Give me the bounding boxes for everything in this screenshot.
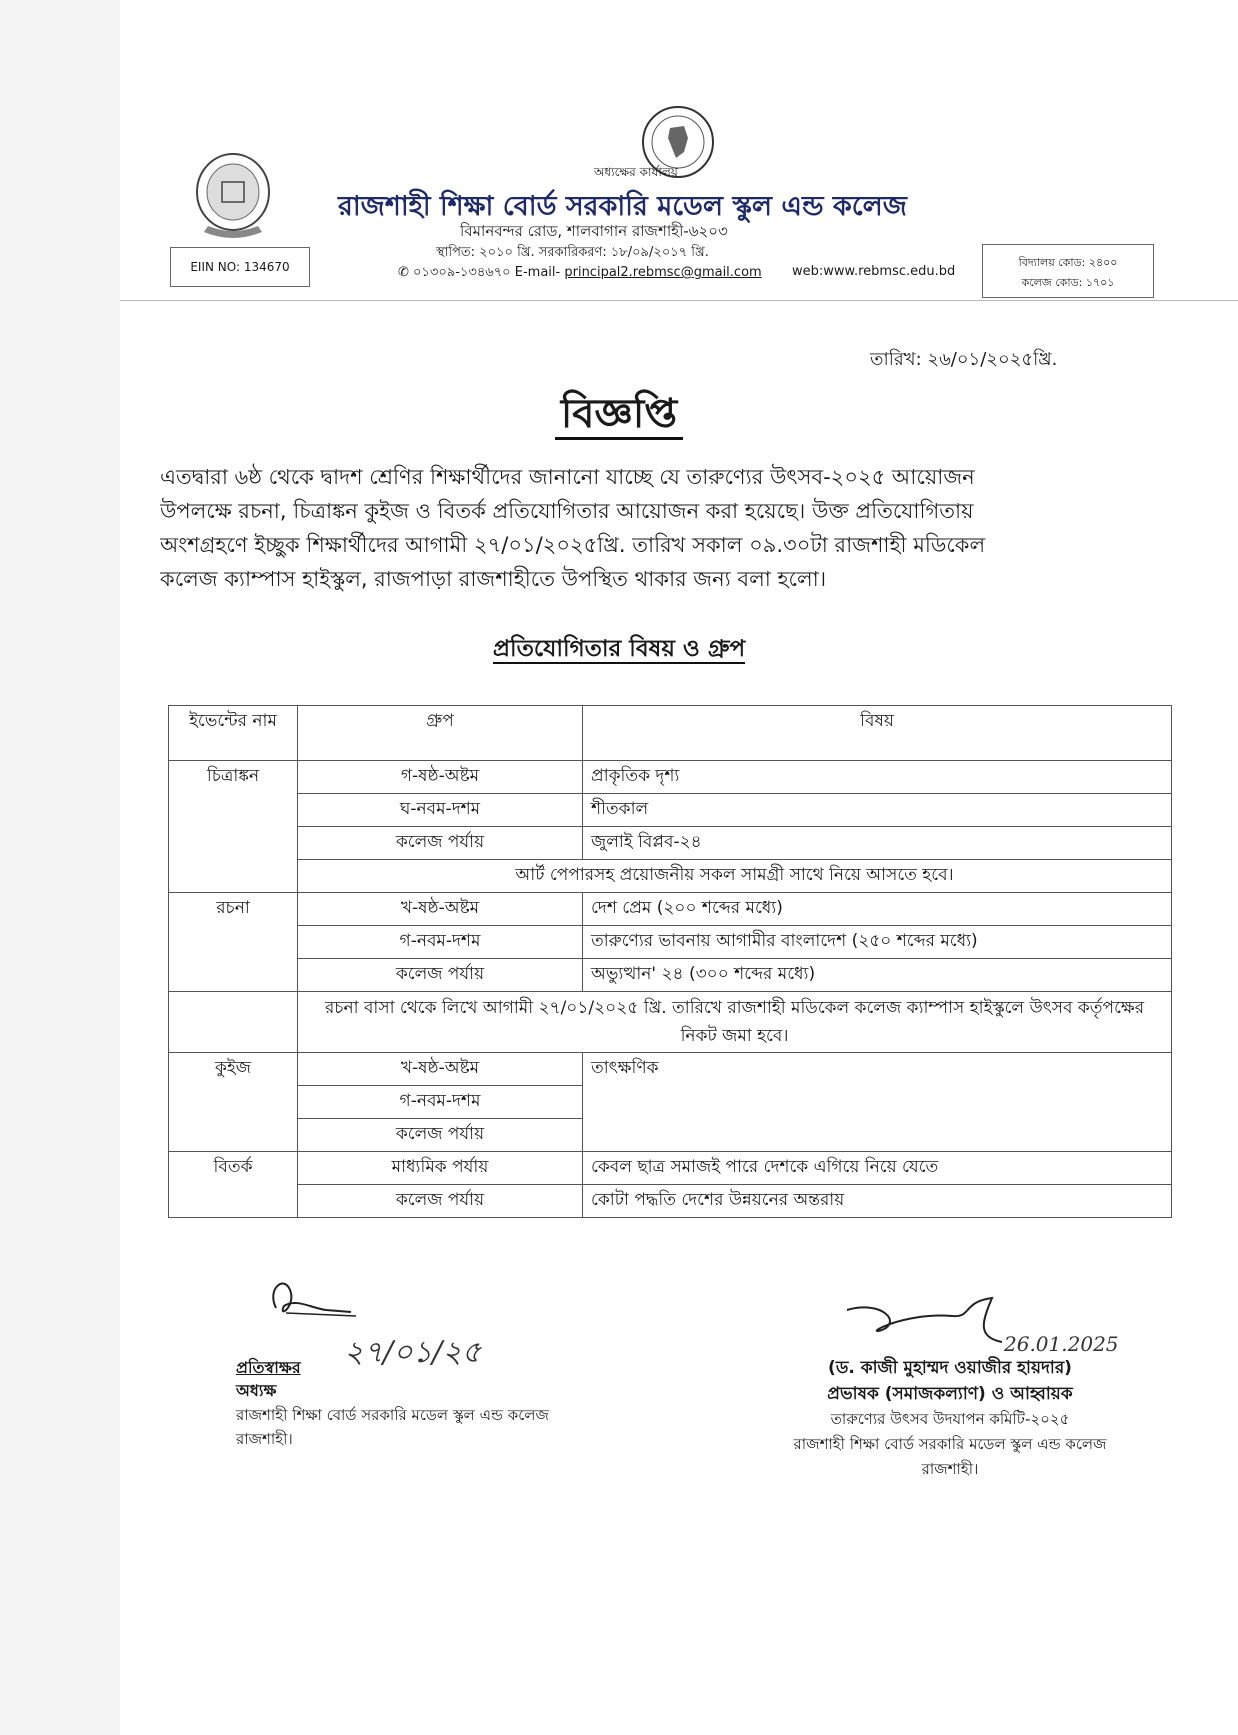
- school-crest-icon: [192, 148, 274, 246]
- table-row: [169, 794, 1172, 827]
- topic-cell: তাৎক্ষণিক: [583, 1053, 1172, 1152]
- table-row: [169, 761, 1172, 794]
- empty-cell: [169, 992, 298, 1053]
- event-quiz: কুইজ: [169, 1053, 298, 1152]
- eiin-box: [170, 247, 310, 287]
- convener-institution: রাজশাহী শিক্ষা বোর্ড সরকারি মডেল স্কুল এন্ড কলেজ: [793, 1435, 1107, 1453]
- body-line: এতদ্বারা ৬ষ্ঠ থেকে দ্বাদশ শ্রেণির শিক্ষার্থীদের জানানো যাচ্ছে যে তারুণ্যের উৎসব-২০২৫ আয়োজন: [160, 465, 975, 489]
- essay-note: রচনা বাসা থেকে লিখে আগামী ২৭/০১/২০২৫ খ্রি. তারিখে রাজশাহী মডিকেল কলেজ ক্যাম্পাস হাইস্কুলে উৎসব কর্তৃপক্ষের নিকট জমা হবে।: [298, 992, 1172, 1053]
- table-row: [169, 827, 1172, 860]
- school-address: বিমানবন্দর রোড, শালবাগান রাজশাহী-৬২০৩: [460, 222, 728, 240]
- group-cell: কলেজ পর্যায়: [298, 959, 583, 992]
- group-cell: ঘ-নবম-দশম: [298, 794, 583, 827]
- convener-name: (ড. কাজী মুহাম্মদ ওয়াজীর হায়দার): [828, 1358, 1072, 1378]
- notice-date: তারিখ: ২৬/০১/২০২৫খ্রি.: [870, 349, 1058, 370]
- principal-designation: অধ্যক্ষ: [236, 1381, 277, 1400]
- competition-table: [168, 705, 1172, 1218]
- established-info: স্থাপিত: ২০১০ খ্রি. সরকারিকরণ: ১৮/০৯/২০১৭ খ্রি.: [436, 245, 709, 260]
- body-line: কলেজ ক্যাম্পাস হাইস্কুল, রাজপাড়া রাজশাহীতে উপস্থিত থাকার জন্য বলা হলো।: [160, 567, 827, 591]
- header-topic: বিষয়: [583, 706, 1172, 761]
- table-row: [169, 926, 1172, 959]
- countersign-label: প্রতিস্বাক্ষর: [236, 1358, 301, 1377]
- group-cell: গ-নবম-দশম: [298, 1086, 583, 1119]
- table-row: [169, 959, 1172, 992]
- convener-handwritten-date: 26.01.2025: [1004, 1332, 1119, 1356]
- college-code: কলেজ কোড: ১৭০১: [1021, 276, 1115, 289]
- header-divider: [120, 300, 1238, 301]
- table-row: [169, 1185, 1172, 1218]
- codes-box: [982, 244, 1154, 298]
- group-cell: গ-ষষ্ঠ-অষ্টম: [298, 761, 583, 794]
- body-line: উপলক্ষে রচনা, চিত্রাঙ্কন কুইজ ও বিতর্ক প্রতিযোগিতার আয়োজন করা হয়েছে। উক্ত প্রতিযোগিতায়: [160, 499, 974, 523]
- topic-cell: তারুণ্যের ভাবনায় আগামীর বাংলাদেশ (২৫০ শব্দের মধ্যে): [583, 926, 1172, 959]
- email-link[interactable]: principal2.rebmsc@gmail.com: [564, 265, 762, 280]
- table-row: [169, 860, 1172, 893]
- group-cell: খ-ষষ্ঠ-অষ্টম: [298, 1053, 583, 1086]
- group-cell: খ-ষষ্ঠ-অষ্টম: [298, 893, 583, 926]
- event-debate: বিতর্ক: [169, 1152, 298, 1218]
- event-drawing: চিত্রাঙ্কন: [169, 761, 298, 893]
- convener-city: রাজশাহী।: [921, 1460, 979, 1478]
- convener-committee: তারুণ্যের উৎসব উদযাপন কমিটি-২০২৫: [830, 1410, 1070, 1428]
- table-row: [169, 992, 1172, 1053]
- office-label: অধ্যক্ষের কার্যালয়: [594, 165, 678, 179]
- group-cell: মাধ্যমিক পর্যায়: [298, 1152, 583, 1185]
- topic-cell: কোটা পদ্ধতি দেশের উন্নয়নের অন্তরায়: [583, 1185, 1172, 1218]
- table-row: [169, 893, 1172, 926]
- page-margin: [0, 0, 120, 1735]
- table-row: [169, 1053, 1172, 1086]
- group-cell: গ-নবম-দশম: [298, 926, 583, 959]
- header-event: ইভেন্টের নাম: [169, 706, 298, 761]
- section-subtitle: [0, 630, 1238, 669]
- website-text: web:www.rebmsc.edu.bd: [792, 264, 956, 279]
- contact-info: [398, 263, 762, 284]
- principal-institution: রাজশাহী শিক্ষা বোর্ড সরকারি মডেল স্কুল এন্ড কলেজ: [236, 1406, 549, 1424]
- group-cell: কলেজ পর্যায়: [298, 1119, 583, 1152]
- phone-text: ✆ ০১৩০৯-১৩৪৬৭০ E-mail-: [398, 265, 561, 280]
- convener-designation: প্রভাষক (সমাজকল্যাণ) ও আহ্বায়ক: [827, 1384, 1073, 1404]
- principal-handwritten-date: ২৭/০১/২৫: [344, 1335, 482, 1370]
- group-cell: কলেজ পর্যায়: [298, 1185, 583, 1218]
- notice-title: [0, 382, 1238, 449]
- topic-cell: প্রাকৃতিক দৃশ্য: [583, 761, 1172, 794]
- notice-body: [160, 460, 1160, 596]
- eiin-number: EIIN NO: 134670: [190, 260, 290, 274]
- school-name: রাজশাহী শিক্ষা বোর্ড সরকারি মডেল স্কুল এন্ড কলেজ: [338, 191, 907, 222]
- school-code: বিদ্যালয় কোড: ২৪০০: [1018, 256, 1118, 269]
- topic-cell: কেবল ছাত্র সমাজই পারে দেশকে এগিয়ে নিয়ে যেতে: [583, 1152, 1172, 1185]
- topic-cell: অভ্যুত্থান' ২৪ (৩০০ শব্দের মধ্যে): [583, 959, 1172, 992]
- table-header-row: [169, 706, 1172, 761]
- body-line: অংশগ্রহণে ইচ্ছুক শিক্ষার্থীদের আগামী ২৭/০১/২০২৫খ্রি. তারিখ সকাল ০৯.৩০টা রাজশাহী মডিকেল: [160, 533, 986, 557]
- topic-cell: জুলাই বিপ্লব-২৪: [583, 827, 1172, 860]
- principal-city: রাজশাহী।: [236, 1430, 293, 1448]
- notice-title-text: বিজ্ঞপ্তি: [555, 391, 683, 440]
- topic-cell: দেশ প্রেম (২০০ শব্দের মধ্যে): [583, 893, 1172, 926]
- group-cell: কলেজ পর্যায়: [298, 827, 583, 860]
- section-subtitle-text: প্রতিযোগিতার বিষয় ও গ্রুপ: [492, 636, 746, 662]
- topic-cell: শীতকাল: [583, 794, 1172, 827]
- drawing-note: আর্ট পেপারসহ প্রয়োজনীয় সকল সামগ্রী সাথে নিয়ে আসতে হবে।: [298, 860, 1172, 893]
- event-essay: রচনা: [169, 893, 298, 992]
- header-group: গ্রুপ: [298, 706, 583, 761]
- convener-signature-icon: [842, 1292, 1012, 1352]
- table-row: [169, 1152, 1172, 1185]
